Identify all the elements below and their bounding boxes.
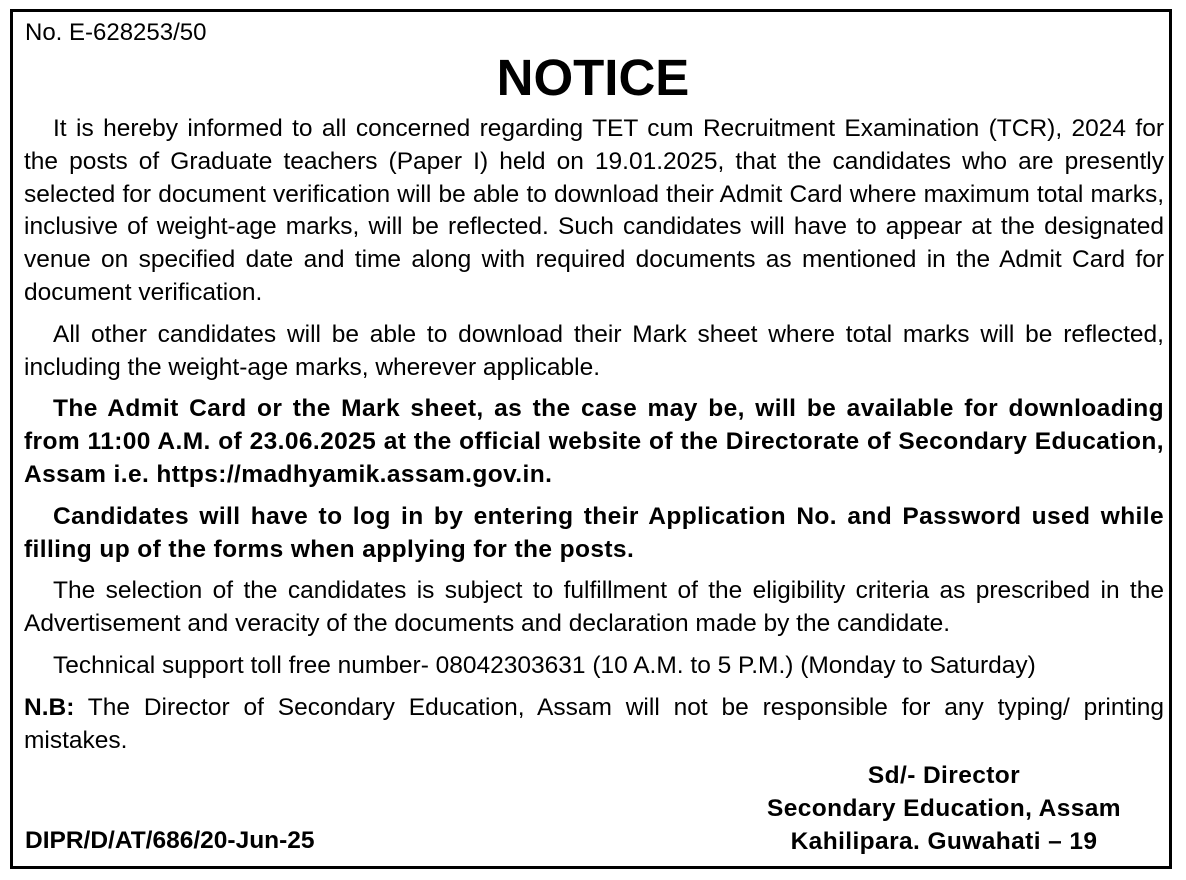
reference-number: DIPR/D/AT/686/20-Jun-25 <box>25 827 315 854</box>
paragraph-technical-support: Technical support toll free number- 08042303631 (10 A.M. to 5 P.M.) (Monday to Saturday) <box>53 651 1036 679</box>
paragraph-mark-sheet: All other candidates will be able to download their Mark sheet where total marks will be reflected, including the weight-age marks, wherever applicable. <box>24 320 1164 381</box>
nb-text: The Director of Secondary Education, Assam will not be responsible for any typing/ printing mistakes. <box>24 693 1164 754</box>
nb-label: N.B: <box>24 693 75 721</box>
paragraph-selection-criteria: The selection of the candidates is subject to fulfillment of the eligibility criteria as prescribed in the Advertisement and veracity of the documents and declaration made by the candidate. <box>24 577 1164 638</box>
paragraph-exam-info: It is hereby informed to all concerned regarding TET cum Recruitment Examination (TCR), 2024 for the posts of Graduate teachers (Paper I) held on 19.01.2025, that the candidates who are presently selected for document verification will be able to download their Admit Card where maximum total marks, inclusive of weight-age marks, will be reflected. Such candidates will have to appear at the designated venue on specified date and time along with required documents as mentioned in the Admit Card for document verification. <box>24 115 1164 306</box>
signature-line-2: Secondary Education, Assam <box>767 794 1121 822</box>
signature-line-3: Kahilipara. Guwahati – 19 <box>790 827 1098 855</box>
paragraph-nb <box>24 692 1164 758</box>
notice-title: NOTICE <box>496 49 690 106</box>
paragraph-login-instructions: Candidates will have to log in by entering their Application No. and Password used while filling up of the forms when applying for the posts. <box>24 502 1164 563</box>
signature-line-1: Sd/- Director <box>867 762 1021 789</box>
notice-number: No. E-628253/50 <box>25 19 207 46</box>
notice-body <box>24 113 1164 757</box>
paragraph-download-availability: The Admit Card or the Mark sheet, as the case may be, will be available for downloading from 11:00 A.M. of 23.06.2025 at the official website of the Directorate of Secondary Education, Assam i.e. https://madhyamik.assam.gov.in. <box>24 395 1164 488</box>
signature-block <box>724 760 1164 858</box>
